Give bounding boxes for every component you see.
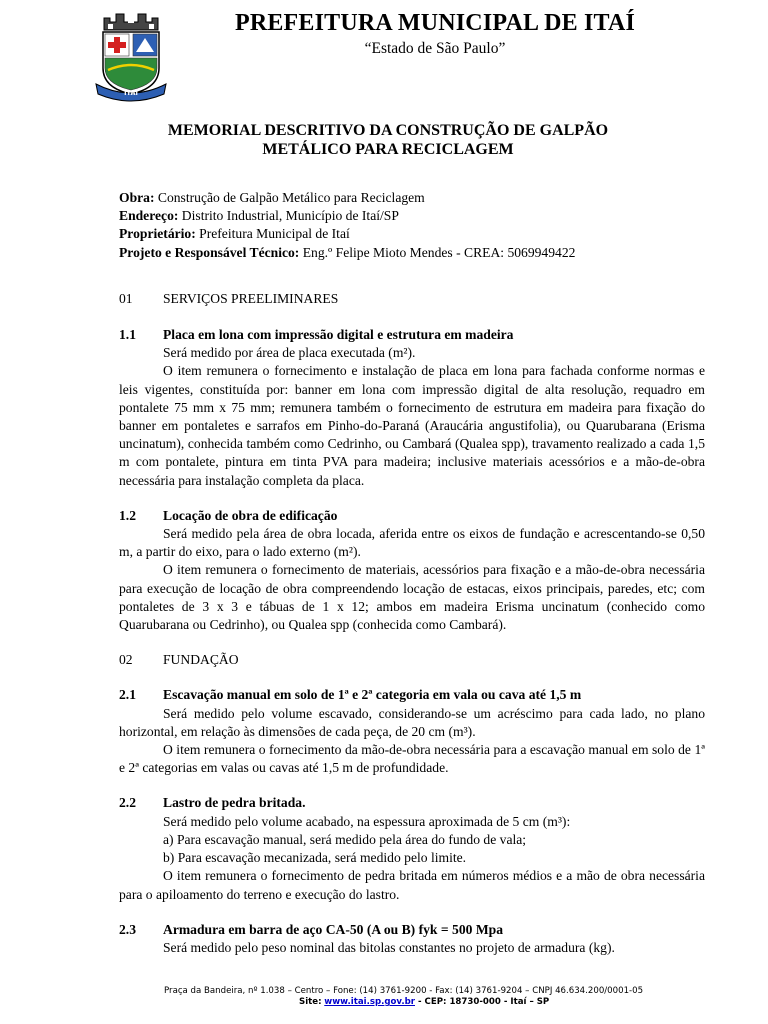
paragraph: O item remunera o fornecimento e instalação de placa em lona para fachada conforme normas e leis vigentes, constituída por: banner em lona com impressão digital de alta resolução, requadro em pontalete 75 mm x 75 mm; remunera também o fornecimento de estrutura em madeira para fixação do banner em pontaletes e sarrafos em Pinho-do-Paraná (Araucária angustifolia), ou Quarubarana (Erisma uncinatum), conhecida também como Cedrinho, ou Cambará (Qualea spp), travamento realizado a cada 1,5 m com pontalete, pintura em tinta PVA para madeira; inclusive materiais acessórios e a mão-de-obra necessária para instalação completa da placa. <box>119 363 705 488</box>
crest-ribbon-text: ITAÍ <box>124 89 138 97</box>
info-proprietario-value: Prefeitura Municipal de Itaí <box>195 226 350 242</box>
info-proprietario-label: Proprietário: <box>119 226 196 242</box>
footer-site-line <box>100 997 768 1008</box>
section-number: 02 <box>119 652 133 668</box>
info-obra-value: Construção de Galpão Metálico para Reciclagem <box>154 190 425 205</box>
paragraph: Será medido por área de placa executada (m²). <box>163 345 416 361</box>
info-endereco <box>119 207 705 225</box>
info-obra-label: Obra: <box>119 190 155 205</box>
page-header-subtitle: “Estado de São Paulo” <box>364 40 506 57</box>
document-title-line-2: METÁLICO PARA RECICLAGEM <box>262 141 514 158</box>
info-projeto-label: Projeto e Responsável Técnico: <box>119 244 300 260</box>
section-heading-01 <box>119 290 705 308</box>
info-endereco-label: Endereço: <box>119 208 179 224</box>
info-endereco-value: Distrito Industrial, Município de Itaí/SP <box>178 208 399 224</box>
info-projeto <box>119 244 705 262</box>
section-title: Placa em lona com impressão digital e estrutura em madeira <box>163 327 514 343</box>
section-number: 2.1 <box>119 687 136 703</box>
footer-site-link[interactable]: www.itai.sp.gov.br <box>324 997 415 1007</box>
info-projeto-value: Eng.º Felipe Mioto Mendes - CREA: 5069949422 <box>299 244 576 260</box>
list-item: a) Para escavação manual, será medido pela área do fundo de vala; <box>163 831 527 847</box>
paragraph: Será medido pelo peso nominal das bitolas constantes no projeto de armadura (kg). <box>163 939 615 955</box>
info-obra <box>119 189 705 207</box>
section-heading-2-3 <box>119 921 705 939</box>
list-item: b) Para escavação mecanizada, será medido pelo limite. <box>163 850 467 866</box>
info-proprietario <box>119 225 705 243</box>
footer-address: Praça da Bandeira, nº 1.038 – Centro – Fone: (14) 3761-9200 - Fax: (14) 3761-9204 – CNPJ 46.634.200/0001-05 <box>164 986 644 996</box>
section-number: 01 <box>119 290 133 306</box>
document-title <box>118 121 658 159</box>
paragraph: Será medido pela área de obra locada, aferida entre os eixos de fundação e acrescentando-se 0,50 m, a partir do eixo, para o lado externo (m²). <box>119 526 705 560</box>
section-title: Locação de obra de edificação <box>163 507 338 523</box>
section-title: Armadura em barra de aço CA-50 (A ou B) fyk = 500 Mpa <box>163 921 504 937</box>
document-title-line-1: MEMORIAL DESCRITIVO DA CONSTRUÇÃO DE GALPÃO <box>167 122 609 139</box>
section-heading-1-2 <box>119 507 705 525</box>
document-body <box>119 189 705 957</box>
page-header-title: PREFEITURA MUNICIPAL DE ITAÍ <box>234 10 636 36</box>
section-title: Escavação manual em solo de 1ª e 2ª categoria em vala ou cava até 1,5 m <box>163 687 582 703</box>
section-title: Lastro de pedra britada. <box>163 795 306 811</box>
paragraph: O item remunera o fornecimento da mão-de-obra necessária para a escavação manual em solo de 1ª e 2ª categorias em valas ou cavas até 1,5 m de profundidade. <box>119 742 705 776</box>
footer-site-label: Site: <box>299 997 322 1007</box>
section-number: 1.1 <box>119 327 136 343</box>
section-heading-2-2 <box>119 794 705 812</box>
section-number: 2.3 <box>119 921 136 937</box>
section-number: 1.2 <box>119 507 136 523</box>
paragraph: Será medido pelo volume escavado, considerando-se um acréscimo para cada lado, no plano horizontal, em relação às dimensões de cada peça, de 20 cm (m³). <box>119 705 705 739</box>
section-number: 2.2 <box>119 795 136 811</box>
section-title: FUNDAÇÃO <box>163 652 239 668</box>
section-heading-2-1 <box>119 686 705 704</box>
paragraph: O item remunera o fornecimento de pedra britada em números médios e a mão de obra necessária para o apiloamento do terreno e execução do lastro. <box>119 868 705 902</box>
section-title: SERVIÇOS PREELIMINARES <box>163 290 339 306</box>
section-heading-1-1 <box>119 326 705 344</box>
footer-cep: - CEP: 18730-000 - Itaí – SP <box>415 997 550 1007</box>
paragraph: Será medido pelo volume acabado, na espessura aproximada de 5 cm (m³): <box>163 813 571 829</box>
page-footer <box>100 986 768 1008</box>
municipal-crest-logo <box>94 10 168 102</box>
paragraph: O item remunera o fornecimento de materiais, acessórios para fixação e a mão-de-obra necessária para execução de locação de obra compreendendo locação de estacas, eixos principais, paredes, etc; com pontaletes de 3 x 3 e tábuas de 1 x 12; ambos em madeira Erisma uncinatum (conhecido como Quarubarana ou Cedrinho), ou Qualea spp (conhecida como Cambará). <box>119 562 705 633</box>
section-heading-02 <box>119 651 705 669</box>
